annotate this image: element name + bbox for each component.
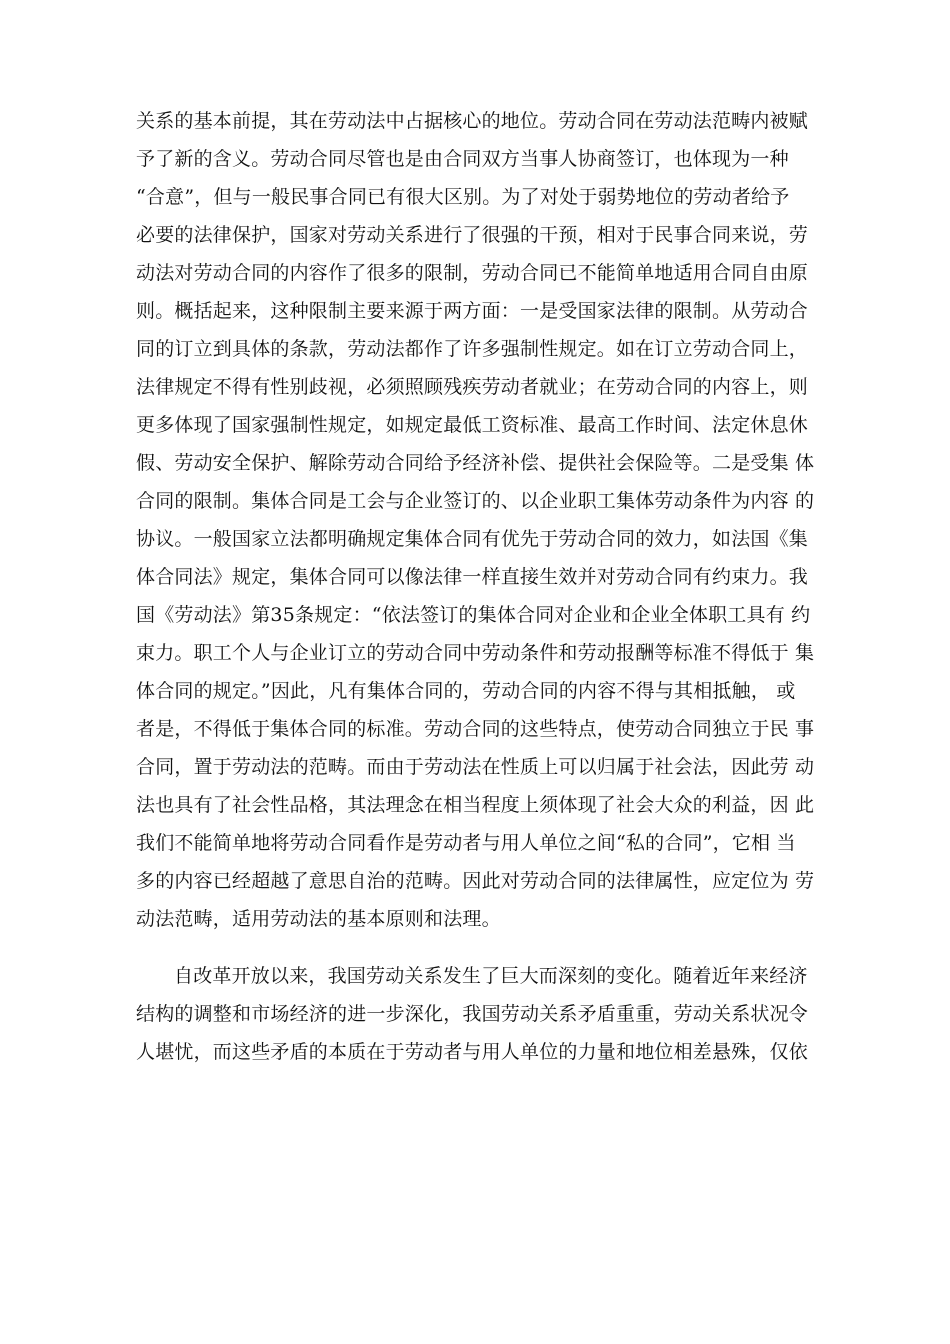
paragraph-line: 更多体现了国家强制性规定，如规定最低工资标准、最高工作时间、法定休息休: [136, 414, 809, 436]
paragraph-line: 体合同的规定。”因此，凡有集体合同的，劳动合同的内容不得与其相抵触， 或: [136, 680, 796, 702]
paragraph-line: 关系的基本前提，其在劳动法中占据核心的地位。劳动合同在劳动法范畴内被赋: [136, 110, 809, 132]
paragraph-line: 合同的限制。集体合同是工会与企业签订的、以企业职工集体劳动条件为内容 的: [136, 490, 815, 512]
paragraph-line: 协议。一般国家立法都明确规定集体合同有优先于劳动合同的效力，如法国《集: [136, 528, 809, 550]
paragraph-line: 国《劳动法》第35条规定：“依法签订的集体合同对企业和企业全体职工具有 约: [136, 604, 811, 626]
paragraph-line: 予了新的含义。劳动合同尽管也是由合同双方当事人协商签订，也体现为一种: [136, 148, 789, 170]
paragraph-line: 我们不能简单地将劳动合同看作是劳动者与用人单位之间“私的合同”，它相 当: [136, 832, 796, 854]
paragraph-line: “合意”，但与一般民事合同已有很大区别。为了对处于弱势地位的劳动者给予: [136, 186, 790, 208]
paragraph-line: 体合同法》规定，集体合同可以像法律一样直接生效并对劳动合同有约束力。我: [136, 566, 809, 588]
paragraph-line: 同的订立到具体的条款，劳动法都作了许多强制性规定。如在订立劳动合同上，: [136, 338, 809, 360]
paragraph-line: 束力。职工个人与企业订立的劳动合同中劳动条件和劳动报酬等标准不得低于 集: [136, 642, 815, 664]
paragraph-line: 合同，置于劳动法的范畴。而由于劳动法在性质上可以归属于社会法，因此劳 动: [136, 756, 815, 778]
paragraph-line: 结构的调整和市场经济的进一步深化，我国劳动关系矛盾重重，劳动关系状况令: [136, 1003, 809, 1025]
paragraph-line: 必要的法律保护，国家对劳动关系进行了很强的干预，相对于民事合同来说，劳: [136, 224, 809, 246]
paragraph-line: 者是，不得低于集体合同的标准。劳动合同的这些特点，使劳动合同独立于民 事: [136, 718, 815, 740]
paragraph-line: 法也具有了社会性品格，其法理念在相当程度上须体现了社会大众的利益，因 此: [136, 794, 815, 816]
paragraph-line: 动法对劳动合同的内容作了很多的限制，劳动合同已不能简单地适用合同自由原: [136, 262, 809, 284]
paragraph-line: 则。概括起来，这种限制主要来源于两方面：一是受国家法律的限制。从劳动合: [136, 300, 809, 322]
paragraph-line: 自改革开放以来，我国劳动关系发生了巨大而深刻的变化。随着近年来经济: [174, 965, 808, 987]
paragraph-line: 人堪忧，而这些矛盾的本质在于劳动者与用人单位的力量和地位相差悬殊，仅依: [136, 1041, 809, 1063]
paragraph-line: 动法范畴，适用劳动法的基本原则和法理。: [136, 908, 501, 930]
paragraph-line: 法律规定不得有性别歧视，必须照顾残疾劳动者就业；在劳动合同的内容上，则: [136, 376, 809, 398]
paragraph-line: 假、劳动安全保护、解除劳动合同给予经济补偿、提供社会保险等。二是受集 体: [136, 452, 815, 474]
paragraph-line: 多的内容已经超越了意思自治的范畴。因此对劳动合同的法律属性，应定位为 劳: [136, 870, 815, 892]
